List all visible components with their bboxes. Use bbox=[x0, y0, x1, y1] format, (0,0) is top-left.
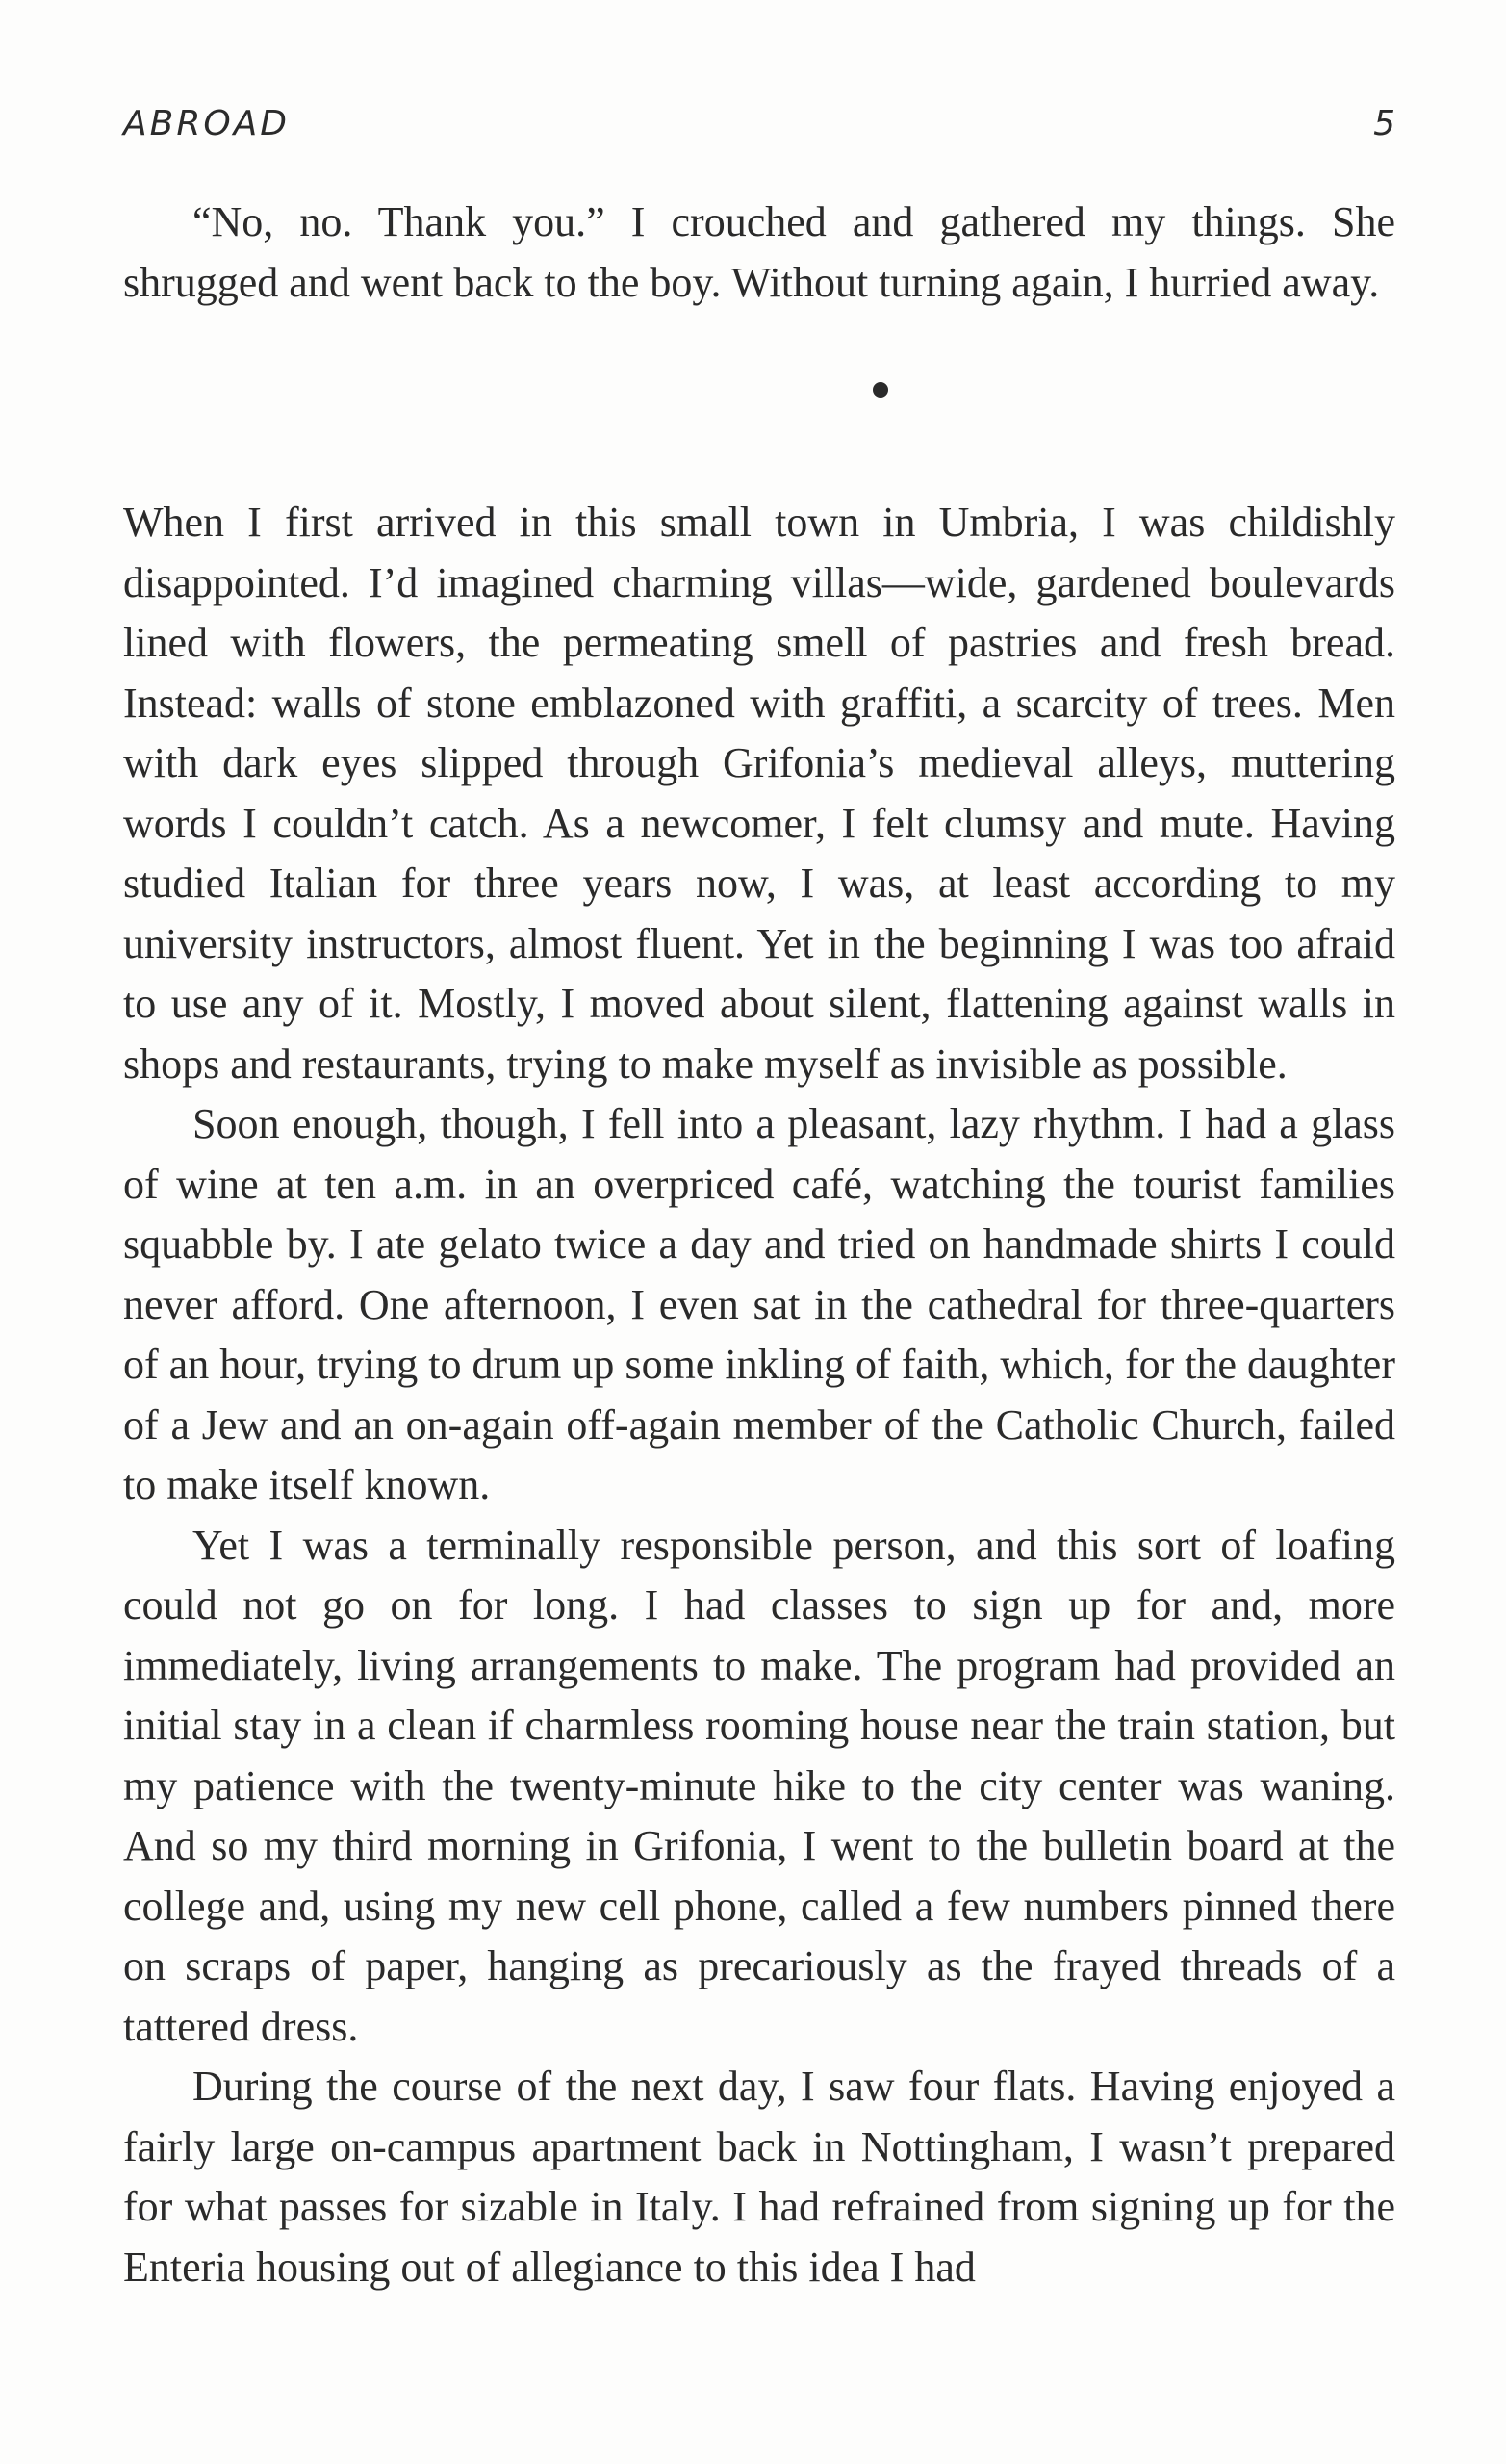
paragraph-3: Soon enough, though, I fell into a pleasant, lazy rhythm. I had a glass of wine at ten a.m. in an overpriced café, watching the tourist families squabble by. I ate gelato twice a day and tried on handmade shirts I could never afford. One afternoon, I even sat in the cathedral for three-quarters of an hour, trying to drum up some inkling of faith, which, for the daughter of a Jew and an on-again off-again member of the Catholic Church, failed to make itself known. bbox=[123, 1100, 1395, 1508]
running-head bbox=[123, 104, 1395, 152]
paragraph-2: When I first arrived in this small town in Umbria, I was childishly disappointed. I’d imagined charming villas—wide, gardened boulevards lined with flowers, the permeating smell of pastries and fresh bread. Instead: walls of stone emblazoned with graffiti, a scarcity of trees. Men with dark eyes slipped through Grifonia’s medieval alleys, muttering words I couldn’t catch. As a newcomer, I felt clumsy and mute. Having studied Italian for three years now, I was, at least according to my university instructors, almost fluent. Yet in the beginning I was too afraid to use any of it. Mostly, I moved about silent, flattening against walls in shops and restaurants, trying to make myself as invisible as possible. bbox=[123, 499, 1395, 1088]
paragraph-5: During the course of the next day, I saw four flats. Having enjoyed a fairly large on-campus apartment back in Nottingham, I wasn’t prepared for what passes for sizable in Italy. I had refrained from signing up for the Enteria housing out of allegiance to this idea I had bbox=[123, 2063, 1395, 2291]
page-number: 5 bbox=[1373, 104, 1395, 143]
body-text bbox=[123, 192, 1395, 2297]
running-head-title: ABROAD bbox=[123, 104, 291, 143]
section-break bbox=[123, 313, 1395, 493]
paragraph-4: Yet I was a terminally responsible person, and this sort of loafing could not go on for long. I had classes to sign up for and, more immediately, living arrangements to make. The program had provided an initial stay in a clean if charmless rooming house near the train station, but my patience with the twenty-minute hike to the city center was waning. And so my third morning in Grifonia, I went to the bulletin board at the college and, using my new cell phone, called a few numbers pinned there on scraps of paper, hanging as precariously as the frayed threads of a tattered dress. bbox=[123, 1521, 1395, 2050]
section-break-bullet-icon bbox=[873, 382, 888, 398]
paragraph-1: “No, no. Thank you.” I crouched and gathered my things. She shrugged and went back to the boy. Without turning again, I hurried away. bbox=[123, 198, 1395, 306]
